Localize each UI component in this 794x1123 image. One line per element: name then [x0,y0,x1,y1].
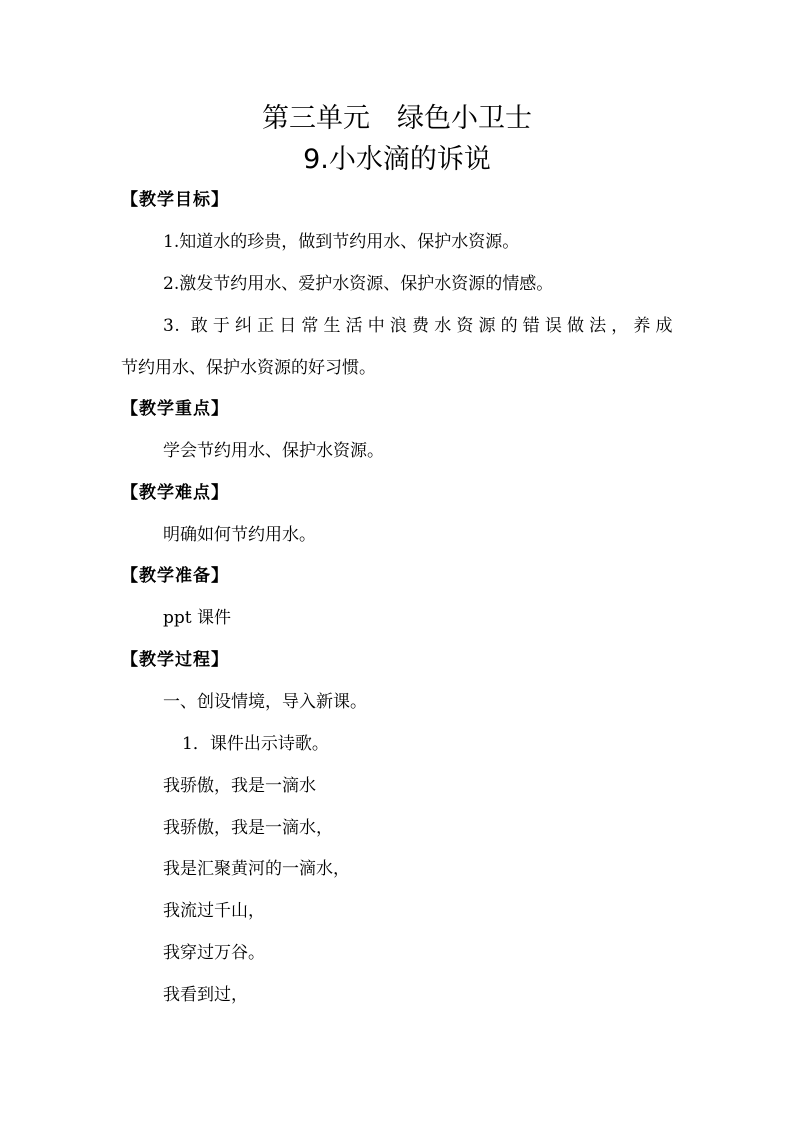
objective-item-3-continued: 节约用水、保护水资源的好习惯。 [121,358,376,378]
difficulties-text: 明确如何节约用水。 [163,525,316,545]
process-substep-1: 1．课件出示诗歌。 [182,734,329,754]
preparation-text: ppt 课件 [163,608,231,628]
poem-line: 我骄傲，我是一滴水， [163,818,333,838]
preparation-heading: 【教学准备】 [121,566,229,586]
poem-line: 我流过千山， [163,901,265,921]
objectives-heading: 【教学目标】 [121,190,229,210]
poem-line: 我是汇聚黄河的一滴水， [163,859,350,879]
key-points-text: 学会节约用水、保护水资源。 [163,441,384,461]
difficulties-heading: 【教学难点】 [121,483,229,503]
objective-item-2: 2.激发节约用水、爱护水资源、保护水资源的情感。 [163,274,554,294]
poem-line: 我看到过， [163,985,248,1005]
key-points-heading: 【教学重点】 [121,399,229,419]
process-step-1: 一、创设情境，导入新课。 [163,692,367,712]
poem-line: 我骄傲，我是一滴水 [163,776,316,796]
lesson-title: 9.小水滴的诉说 [303,144,491,175]
objective-item-3: 3. 敢于纠正日常生活中浪费水资源的错误做法，养成 [163,316,673,336]
objective-item-1: 1.知道水的珍贵，做到节约用水、保护水资源。 [163,232,520,252]
unit-title: 第三单元 绿色小卫士 [262,103,532,134]
poem-line: 我穿过万谷。 [163,943,265,963]
process-heading: 【教学过程】 [121,650,229,670]
